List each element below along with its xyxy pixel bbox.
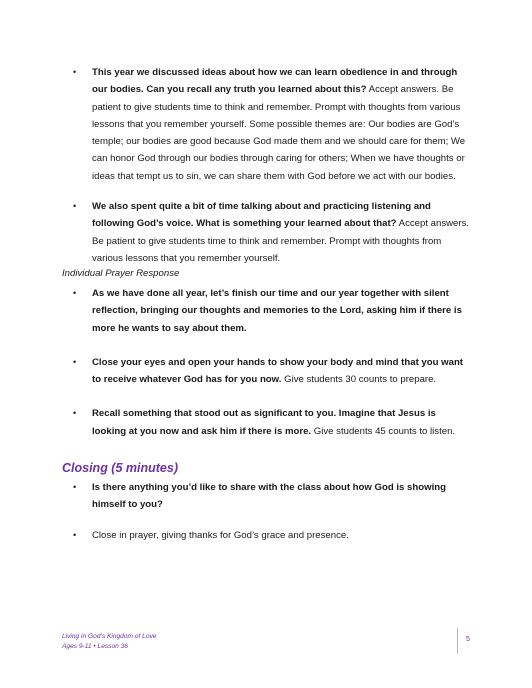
bullet-text: Give students 30 counts to prepare.	[281, 374, 437, 386]
bullet-icon: •	[73, 356, 77, 367]
bullet-text: Accept answers. Be patient to give students time to think and remember. Prompt with thoughts from various lessons that you remember yourself.	[92, 218, 470, 264]
bullet-icon: •	[73, 529, 77, 540]
footer	[62, 632, 156, 652]
list-item	[62, 354, 470, 389]
bullet-bold-text: This year we discussed ideas about how we can learn obedience in and through our bodies. Can you recall any truth you learned about this?	[92, 67, 458, 96]
list-item	[62, 285, 470, 337]
list-item	[62, 198, 470, 267]
bullet-icon: •	[73, 408, 77, 419]
list-item	[62, 64, 470, 185]
footer-subtitle: Ages 9-11 • Lesson 36	[62, 643, 128, 650]
bullet-icon: •	[73, 67, 77, 77]
page-number: 5	[466, 636, 470, 643]
bullet-text: Give students 45 counts to listen.	[311, 425, 456, 437]
bullet-bold-text: Recall something that stood out as significant to you. Imagine that Jesus is looking at you now and ask him if there is more.	[92, 408, 436, 437]
bullet-bold-text: As we have done all year, let’s finish our time and our year together with silent reflection, bringing our thoughts and memories to the Lord, asking him if there is more he wants to say about them.	[92, 288, 462, 334]
discussion-list	[62, 64, 470, 267]
bullet-bold-text: Is there anything you’d like to share with the class about how God is showing himself to you?	[92, 482, 446, 511]
closing-list	[62, 479, 470, 544]
bullet-text: Close in prayer, giving thanks for God’s grace and presence.	[92, 529, 349, 541]
prayer-subheading: Individual Prayer Response	[62, 268, 180, 279]
prayer-list	[62, 285, 470, 440]
bullet-text: Accept answers. Be patient to give students time to think and remember. Prompt with thoughts from various lessons that you remember yourself. Some possible themes are: Our bodies are God’s temple; our bodies are good because God made them and we should care for them; We can honor God through our bodies through caring for others; When we have thoughts or ideas that tempt us to sin, we can share them with God before we act with our bodies.	[92, 84, 466, 182]
bullet-bold-text: We also spent quite a bit of time talking about and practicing listening and following God’s voice. What is something your learned about that?	[92, 201, 431, 230]
bullet-bold-text: Close your eyes and open your hands to show your body and mind that you want to receive whatever God has for you now.	[92, 356, 463, 386]
list-item	[62, 527, 470, 544]
footer-title: Living in God’s Kingdom of Love	[62, 633, 157, 640]
closing-heading: Closing (5 minutes)	[62, 461, 178, 475]
bullet-icon: •	[73, 201, 77, 212]
list-item	[62, 405, 470, 440]
bullet-icon: •	[73, 482, 77, 492]
page-number-divider	[457, 628, 458, 654]
list-item	[62, 479, 470, 514]
bullet-icon: •	[73, 288, 77, 298]
